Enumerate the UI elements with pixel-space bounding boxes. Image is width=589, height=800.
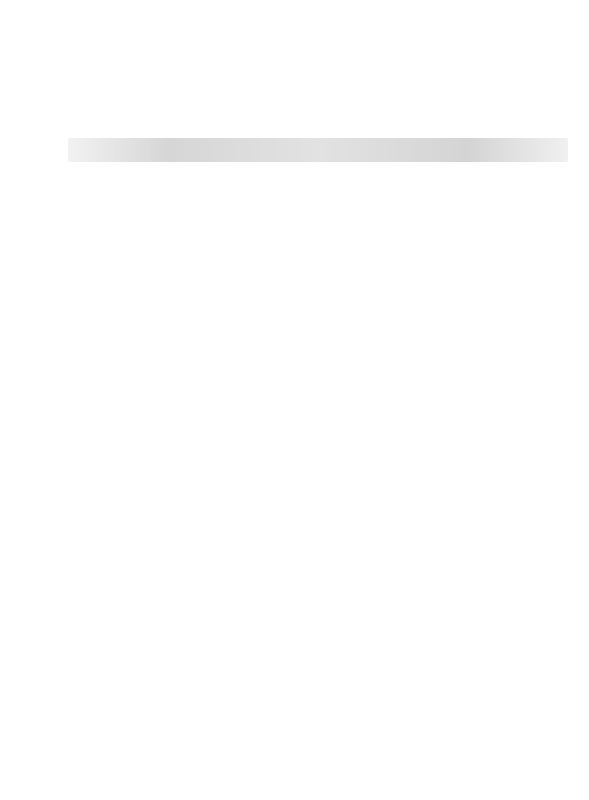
section-banner (68, 138, 568, 162)
page-title (112, 42, 312, 44)
